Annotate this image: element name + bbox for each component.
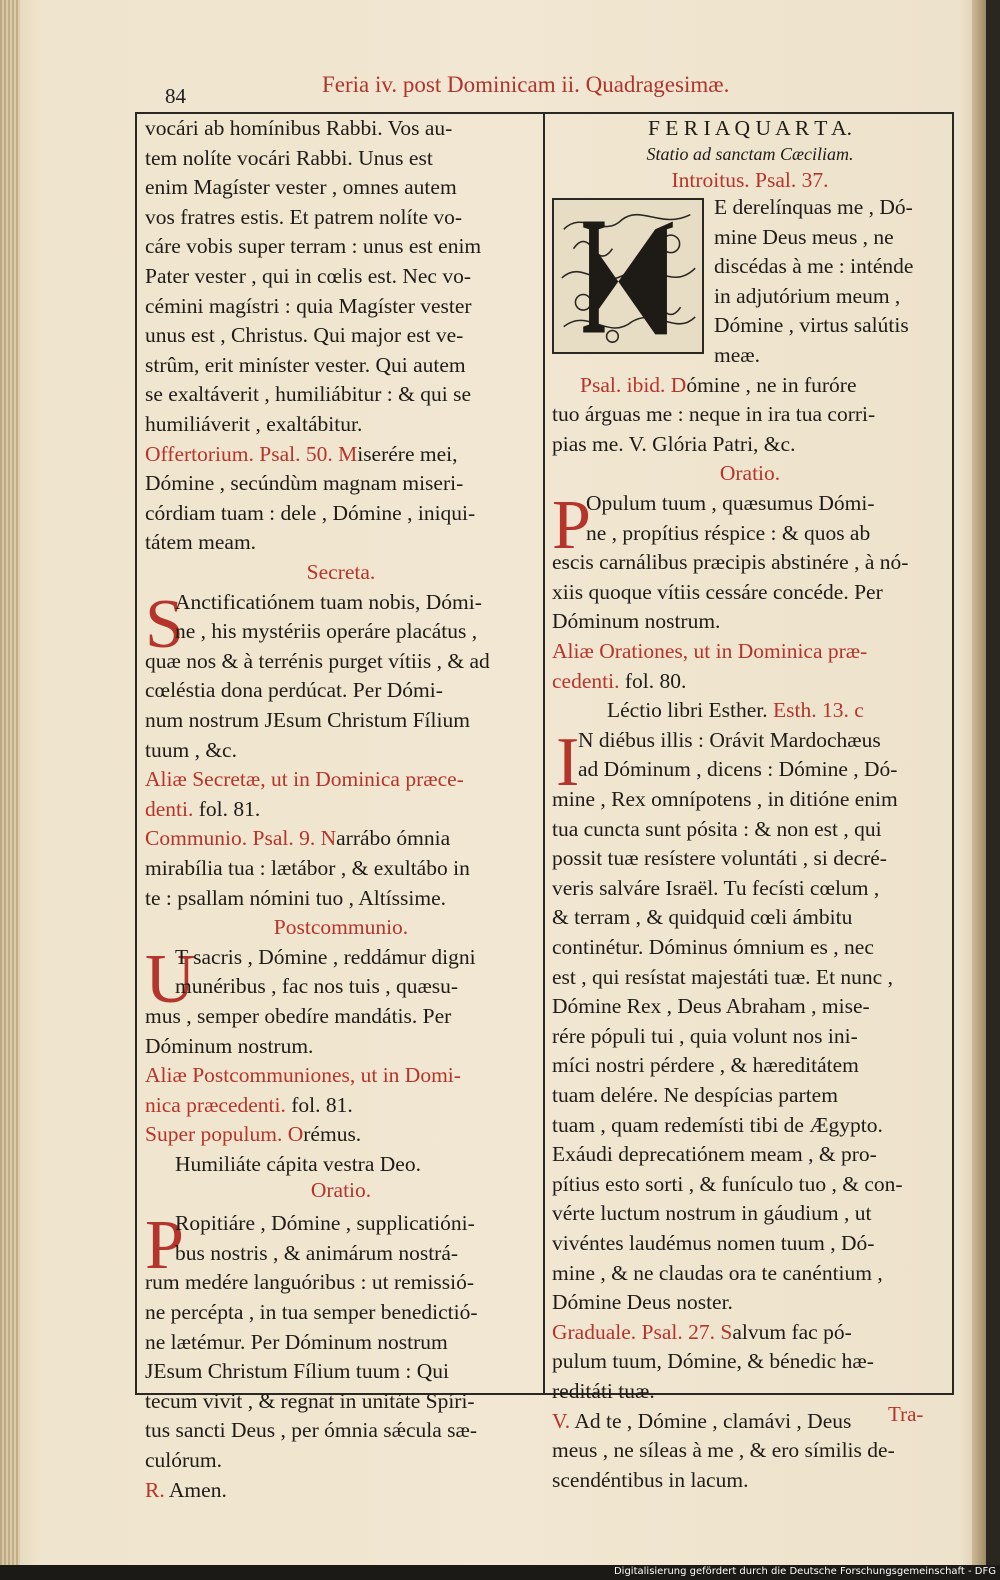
body-line: ne , propítius réspice : & quos ab (586, 520, 871, 545)
body-line: JEsum Christum Fílium tuum : Qui (145, 1359, 450, 1384)
initial-i: I (556, 723, 580, 801)
body-line: córdiam tuam : dele , Dómine , iniqui- (145, 500, 476, 525)
offertorium-heading-part: Offertorium. Psal. 50. (145, 441, 339, 466)
footer-credit: Digitalisierung gefördert durch die Deutsche Forschungsgemeinschaft - DFG (613, 1566, 996, 1577)
body-line: xiis quoque vítiis cessáre concéde. Per (552, 579, 883, 604)
body-line: T sacris , Dómine , reddámur digni (175, 944, 476, 969)
graduale-heading-part: Graduale. Psal. 27. (552, 1319, 721, 1344)
body-line: scendéntibus in lacum. (552, 1467, 749, 1492)
body-line: Humiliáte cápita vestra Deo. (175, 1152, 421, 1176)
offertorium-heading-part: iserére mei, (357, 441, 458, 466)
rubric-line-part: cedenti. (552, 668, 625, 693)
rubric-line: Aliæ Postcommuniones, ut in Domi- (145, 1063, 461, 1088)
body-line: ne , his mystériis operáre placátus , (175, 619, 478, 644)
body-line: cáre vobis super terram : unus est enim (145, 234, 482, 259)
body-line: discédas à me : inténde (714, 254, 914, 279)
body-line: tecum vivit , & regnat in unitáte Spíri- (145, 1388, 475, 1413)
body-line: tus sancti Deus , per ómnia sǽcula sæ- (145, 1418, 478, 1443)
body-line: veris salváre Israël. Tu fecísti cœlum , (552, 875, 880, 900)
section-title-oratio: Oratio. (310, 1177, 372, 1202)
body-line: te : psallam nómini tuo , Altíssime. (145, 885, 446, 910)
rubric-line-part: fol. 81. (198, 796, 261, 821)
body-line: mine , & ne claudas ora te canéntium , (552, 1260, 883, 1285)
body-line: Dómine Deus noster. (552, 1290, 733, 1315)
psal-ibid-line (580, 372, 857, 397)
body-line: Opulum tuum , quæsumus Dómi- (586, 491, 875, 515)
versicle-line-part: Ad te , Dómine , clamávi , Deus (574, 1408, 852, 1433)
body-line: míci nostri pérdere , & hæreditátem (552, 1053, 859, 1078)
body-line: unus est , Christus. Qui major est ve- (145, 323, 464, 348)
body-line: rum medére languóribus : ut remissió- (145, 1270, 474, 1295)
body-line: culórum. (145, 1448, 223, 1472)
psal-ibid-line-part: ómine , ne in furóre (686, 372, 857, 397)
section-title-oratio: Oratio. (719, 461, 781, 486)
body-line: pítius esto sorti , & funículo tuo , & con- (552, 1171, 903, 1196)
lectio-heading-part: Léctio libri Esther. (607, 698, 773, 723)
body-line: mus , semper obedíre mandátis. Per (145, 1004, 452, 1028)
body-line: strûm, erit miníster vester. Qui autem (145, 352, 466, 377)
body-line: enim Magíster vester , omnes autem (145, 175, 457, 200)
decorated-initial-n (552, 198, 704, 354)
psal-ibid-line-part: Psal. ibid. (580, 372, 671, 397)
body-line: ne percépta , in tua semper benedictió- (145, 1300, 478, 1324)
body-line: Dómine , secúndùm magnam miseri- (145, 471, 464, 496)
offertorium-heading (145, 441, 458, 466)
body-line: ad Dóminum , dicens : Dómine , Dó- (578, 757, 898, 782)
graduale-heading-part: S (720, 1319, 733, 1344)
amen-line-part: Amen. (168, 1477, 227, 1502)
offertorium-heading-part: M (338, 441, 358, 466)
page-number: 84 (165, 84, 186, 108)
body-line: reditáti tuæ. (552, 1379, 655, 1403)
initial-s: S (145, 585, 184, 663)
initial-p: P (552, 487, 591, 564)
body-line: tuam delére. Ne despícias partem (552, 1083, 838, 1107)
body-line: continétur. Dóminus ómnium es , nec (552, 935, 874, 959)
rubric-line-part: denti. (145, 796, 199, 821)
running-title: Feria iv. post Dominicam ii. Quadragesimæ. (322, 72, 730, 97)
body-line: pias me. V. Glória Patri, &c. (552, 431, 796, 456)
super-populum-heading-part: Super populum. (145, 1122, 288, 1147)
body-line: bus nostris , & animárum nostrá- (175, 1240, 459, 1265)
communio-heading-part: N (320, 826, 337, 851)
book-gutter (972, 0, 986, 1565)
left-column (145, 0, 537, 1502)
catchword: Tra- (888, 1402, 924, 1426)
body-line: possit tuæ resístere voluntáti , si decré- (552, 846, 887, 871)
lectio-heading (607, 700, 864, 722)
psal-ibid-line-part: D (670, 372, 687, 397)
rubric-line (145, 1092, 353, 1117)
body-line: humiliáverit , exaltábitur. (145, 412, 363, 436)
frame-right-rule (952, 112, 954, 1395)
body-line: mine , Rex omnípotens , in ditióne enim (552, 787, 898, 811)
rubric-line-part: fol. 80. (624, 668, 687, 693)
body-line: cémini magístri : quia Magíster vester (145, 293, 472, 318)
body-line: vivéntes laudémus nomen tuum , Dó- (552, 1231, 875, 1255)
body-line: quæ nos & à terrénis purget vítiis , & ad (145, 648, 490, 673)
communio-heading (145, 828, 450, 850)
body-line: tuam , quam redemísti tibi de Ægypto. (552, 1112, 883, 1137)
initial-u: U (145, 940, 196, 1018)
section-title-postcommunio: Postcommunio. (273, 915, 409, 940)
body-line: rére pópuli tui , quia volunt nos ini- (552, 1023, 858, 1048)
super-populum-heading-part: rémus. (303, 1122, 362, 1147)
body-line: N diébus illis : Orávit Mardochæus (578, 727, 881, 752)
body-line: vérte luctum nostrum in gáudium , ut (552, 1201, 872, 1226)
communio-heading-part: arrábo ómnia (336, 826, 451, 851)
section-title-secreta: Secreta. (306, 560, 376, 584)
amen-line (145, 1477, 227, 1502)
body-line: tátem meam. (145, 530, 257, 555)
frame-middle-rule (543, 112, 545, 1395)
rubric-line-part: fol. 81. (291, 1092, 353, 1117)
rubric-line: Aliæ Orationes, ut in Dominica præ- (552, 639, 868, 663)
floral-initial-icon (554, 200, 702, 352)
body-line: est , qui resístat majestáti tuæ. Et nunc , (552, 964, 893, 989)
rubric-line (145, 796, 261, 821)
body-line: meæ. (714, 343, 760, 367)
body-line: mirabília tua : lætábor , & exultábo in (145, 856, 470, 880)
body-line: in adjutórium meum , (714, 283, 901, 308)
body-line: E derelínquas me , Dó- (714, 195, 913, 219)
versicle-line (552, 1408, 852, 1433)
body-line: vos fratres estis. Et patrem nolíte vo- (145, 204, 463, 229)
body-line: mine Deus meus , ne (714, 224, 894, 249)
feria-title: F E R I A Q U A R T A. (647, 116, 853, 140)
body-line: Ropitiáre , Dómine , supplicatióni- (175, 1211, 475, 1236)
introitus-heading: Introitus. Psal. 37. (671, 168, 829, 192)
body-line: tuo árguas me : neque in ira tua corri- (552, 402, 876, 427)
body-line: num nostrum JEsum Christum Fílium (145, 708, 470, 732)
rubric-line: Aliæ Secretæ, ut in Dominica præce- (145, 767, 464, 792)
rubric-line (552, 668, 687, 693)
body-line: ne lætémur. Per Dóminum nostrum (145, 1329, 448, 1354)
body-line: Dóminum nostrum. (552, 609, 721, 634)
body-line: escis carnálibus præcipis abstinére , à nó- (552, 550, 909, 575)
amen-line-part: R. (145, 1477, 169, 1502)
body-line: tuum , &c. (145, 737, 237, 762)
communio-heading-part: Communio. Psal. 9. (145, 826, 321, 851)
body-line: cœléstia dona perdúcat. Per Dómi- (145, 678, 443, 703)
initial-p: P (145, 1207, 184, 1285)
body-line: vocári ab homínibus Rabbi. Vos au- (145, 116, 453, 140)
super-populum-heading (145, 1124, 361, 1146)
rubric-line-part: nica præcedenti. (145, 1092, 292, 1117)
body-line: tem nolíte vocári Rabbi. Unus est (145, 145, 433, 170)
graduale-heading (552, 1319, 852, 1344)
body-line: Dómine , virtus salútis (714, 313, 909, 338)
super-populum-heading-part: O (287, 1122, 304, 1147)
body-line: munéribus , fac nos tuis , quæsu- (175, 974, 459, 999)
lectio-heading-part: Esth. 13. c (773, 698, 864, 723)
graduale-heading-part: alvum fac pó- (732, 1319, 852, 1344)
body-line: & terram , & quidquid cœli ámbitu (552, 905, 853, 930)
body-line: Anctificatiónem tuam nobis, Dómi- (175, 589, 482, 614)
body-line: se exaltáverit , humiliábitur : & qui se (145, 382, 472, 407)
body-line: Pater vester , qui in cœlis est. Nec vo- (145, 264, 471, 288)
body-line: Dóminum nostrum. (145, 1033, 314, 1058)
body-line: Exáudi deprecatiónem meam , & pro- (552, 1142, 877, 1167)
body-line: Dómine Rex , Deus Abraham , mise- (552, 994, 870, 1019)
versicle-line-part: V. (552, 1408, 575, 1433)
page-edge (0, 0, 20, 1565)
body-line: tua cuncta sunt pósita : & non est , qui (552, 816, 882, 841)
body-line: meus , ne síleas à me , & ero símilis de- (552, 1438, 895, 1463)
statio-line: Statio ad sanctam Cæciliam. (646, 144, 854, 164)
body-line: pulum tuum, Dómine, & bénedic hæ- (552, 1349, 874, 1374)
frame-left-rule (135, 112, 137, 1395)
